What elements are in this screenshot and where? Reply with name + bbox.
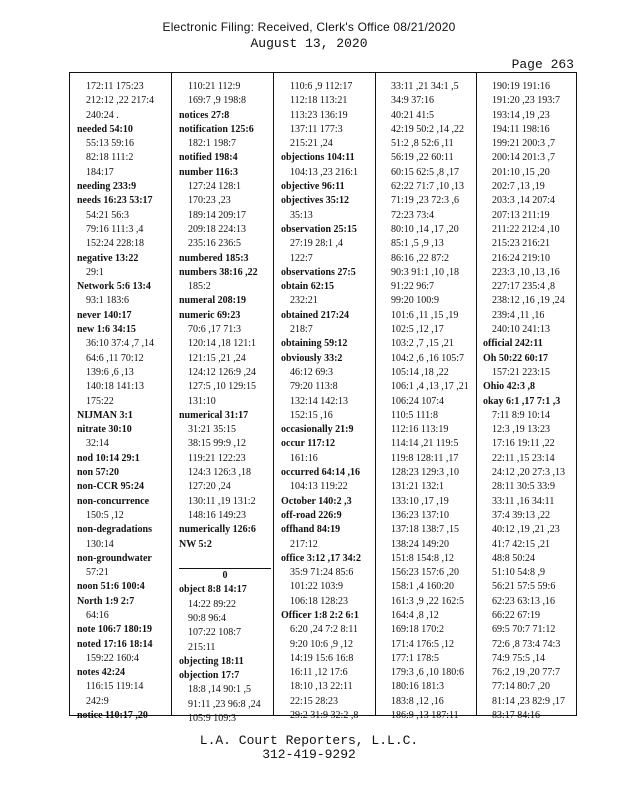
index-reference: 32:14 [86, 438, 109, 450]
index-reference: 217:12 [290, 538, 318, 550]
index-reference: 81:14 ,23 82:9 ,17 [492, 695, 566, 707]
index-reference: 9:20 10:6 ,9 ,12 [290, 638, 354, 650]
index-reference: 62:23 63:13 ,16 [492, 595, 556, 607]
index-term: numeric 69:23 [179, 309, 241, 321]
index-reference: 215:11 [188, 641, 216, 653]
index-reference: 37:4 39:13 ,22 [492, 509, 551, 521]
index-reference: 159:22 160:4 [86, 652, 140, 664]
index-term: offhand 84:19 [281, 524, 341, 536]
reporter-phone: 312-419-9292 [262, 747, 356, 762]
index-reference: 215:23 216:21 [492, 238, 551, 250]
index-reference: 48:8 50:24 [492, 552, 536, 564]
index-reference: 130:11 ,19 131:2 [188, 495, 256, 507]
index-reference: 36:10 37:4 ,7 ,14 [86, 338, 155, 350]
index-reference [179, 552, 271, 566]
index-reference: 72:6 ,8 73:4 74:3 [492, 638, 561, 650]
index-reference: 35:9 71:24 85:6 [290, 567, 354, 579]
index-reference: 56:21 57:5 59:6 [492, 581, 556, 593]
index-reference: 12:3 ,19 13:23 [492, 424, 551, 436]
index-reference: 179:3 ,6 ,10 180:6 [391, 667, 465, 679]
index-column-3 [281, 80, 373, 723]
index-reference: 101:6 ,11 ,15 ,19 [391, 309, 459, 321]
index-reference: 14:19 15:6 16:8 [290, 652, 354, 664]
index-term: Ohio 42:3 ,8 [483, 381, 535, 393]
index-reference: 64:6 ,11 70:12 [86, 352, 144, 364]
index-reference: 102:5 ,12 ,17 [391, 324, 444, 336]
index-reference: 216:24 219:10 [492, 252, 551, 264]
index-reference: 124:3 126:3 ,18 [188, 467, 252, 479]
index-reference: 70:6 ,17 71:3 [188, 324, 242, 336]
index-reference: 152:15 ,16 [290, 409, 333, 421]
index-column-4 [382, 80, 474, 723]
index-term: note 106:7 180:19 [77, 624, 152, 636]
index-term: observation 25:15 [281, 223, 357, 235]
index-reference: 201:10 ,15 ,20 [492, 166, 550, 178]
index-reference: 119:21 122:23 [188, 452, 246, 464]
index-reference: 29:1 [86, 266, 104, 278]
index-reference: 180:16 181:3 [391, 681, 445, 693]
index-reference: 140:18 141:13 [86, 381, 145, 393]
index-reference: 136:23 137:10 [391, 509, 450, 521]
index-term: never 140:17 [77, 309, 132, 321]
index-reference: 121:15 ,21 ,24 [188, 352, 246, 364]
index-term: non-concurrence [77, 495, 150, 507]
index-term: needs 16:23 53:17 [77, 195, 153, 207]
index-reference: 114:14 ,21 119:5 [391, 438, 459, 450]
index-reference: 189:14 209:17 [188, 209, 247, 221]
reporter-company: L.A. Court Reporters, L.L.C. [199, 733, 419, 748]
index-reference: 157:21 223:15 [492, 366, 551, 378]
index-reference: 33:11 ,16 34:11 [492, 495, 555, 507]
index-reference: 150:5 ,12 [86, 509, 124, 521]
index-reference: 131:21 132:1 [391, 481, 445, 493]
index-reference: 105:9 109:3 [188, 713, 237, 725]
index-column-1 [77, 80, 169, 723]
index-reference: 200:14 201:3 ,7 [492, 152, 556, 164]
index-reference: 40:12 ,19 ,21 ,23 [492, 524, 560, 536]
index-reference: 169:18 170:2 [391, 624, 445, 636]
index-term: official 242:11 [483, 338, 543, 350]
index-reference: 139:6 ,6 ,13 [86, 366, 134, 378]
column-divider [476, 73, 477, 715]
index-reference: 106:24 107:4 [391, 395, 445, 407]
index-reference: 209:18 224:13 [188, 223, 247, 235]
index-term: October 140:2 ,3 [281, 495, 352, 507]
index-term: objective 96:11 [281, 181, 345, 193]
index-term: off-road 226:9 [281, 509, 342, 521]
index-reference: 112:16 113:19 [391, 424, 449, 436]
column-divider [171, 73, 172, 715]
column-divider [273, 73, 274, 715]
index-reference: 242:9 [86, 695, 109, 707]
index-term: objection 17:7 [179, 670, 240, 682]
filing-stamp: Electronic Filing: Received, Clerk's Office 08/21/2020 [162, 20, 456, 34]
index-reference: 93:1 183:6 [86, 295, 130, 307]
index-reference: 240:10 241:13 [492, 324, 551, 336]
index-term: negative 13:22 [77, 252, 139, 264]
index-reference: 91:22 96:7 [391, 281, 435, 293]
index-reference: 82:18 111:2 [86, 152, 134, 164]
index-term: non-degradations [77, 524, 153, 536]
index-reference: 110:6 ,9 112:17 [290, 81, 353, 92]
index-reference: 227:17 235:4 ,8 [492, 281, 556, 293]
index-reference: 172:11 175:23 [86, 81, 144, 92]
index-reference: 40:21 41:5 [391, 109, 435, 121]
index-reference: 235:16 236:5 [188, 238, 242, 250]
index-reference: 51:10 54:8 ,9 [492, 567, 546, 579]
index-term: objectives 35:12 [281, 195, 350, 207]
index-reference: 127:5 ,10 129:15 [188, 381, 257, 393]
index-reference: 161:3 ,9 ,22 162:5 [391, 595, 465, 607]
index-reference: 190:19 191:16 [492, 81, 551, 92]
index-reference: 56:19 ,22 60:11 [391, 152, 454, 164]
index-reference: 137:18 138:7 ,15 [391, 524, 460, 536]
index-reference: 239:4 ,11 ,16 [492, 309, 545, 321]
letter-heading: 0 [179, 568, 271, 583]
index-reference: 79:20 113:8 [290, 381, 338, 393]
index-reference: 38:15 99:9 ,12 [188, 438, 247, 450]
index-term: Oh 50:22 60:17 [483, 352, 548, 364]
index-reference: 175:22 [86, 395, 114, 407]
index-reference: 158:1 ,4 160:20 [391, 581, 455, 593]
index-reference: 27:19 28:1 ,4 [290, 238, 344, 250]
index-reference: 186:9 ,13 187:11 [391, 710, 459, 722]
index-term: North 1:9 2:7 [77, 595, 135, 607]
index-reference: 182:1 198:7 [188, 138, 237, 150]
index-reference: 106:1 ,4 ,13 ,17 ,21 [391, 381, 469, 393]
index-reference: 116:15 119:14 [86, 681, 144, 693]
index-reference: 207:13 211:19 [492, 209, 550, 221]
index-reference: 41:7 42:15 ,21 [492, 538, 551, 550]
index-reference: 17:16 19:11 ,22 [492, 438, 555, 450]
index-term: observations 27:5 [281, 266, 356, 278]
index-term: needing 233:9 [77, 181, 137, 193]
index-reference: 238:12 ,16 ,19 ,24 [492, 295, 565, 307]
index-term: numeral 208:19 [179, 295, 246, 307]
index-column-5 [483, 80, 575, 723]
index-reference: 110:5 111:8 [391, 409, 438, 421]
index-reference: 122:7 [290, 252, 313, 264]
index-reference: 194:11 198:16 [492, 123, 550, 135]
index-term: notice 110:17 ,20 [77, 710, 148, 722]
index-reference: 34:9 37:16 [391, 95, 435, 107]
index-reference: 169:7 ,9 198:8 [188, 95, 247, 107]
index-term: new 1:6 34:15 [77, 324, 136, 336]
index-reference: 199:21 200:3 ,7 [492, 138, 556, 150]
index-term: objecting 18:11 [179, 655, 244, 667]
index-reference: 74:9 75:5 ,14 [492, 652, 546, 664]
column-divider [375, 73, 376, 715]
index-term: office 3:12 ,17 34:2 [281, 552, 361, 564]
index-term: noted 17:16 18:14 [77, 638, 153, 650]
index-reference: 66:22 67:19 [492, 609, 541, 621]
page-number: Page 263 [511, 57, 574, 72]
index-term: numerical 31:17 [179, 409, 249, 421]
index-term: notification 125:6 [179, 123, 254, 135]
index-reference: 76:2 ,19 ,20 77:7 [492, 667, 561, 679]
index-reference: 79:16 111:3 ,4 [86, 223, 144, 235]
index-term: objections 104:11 [281, 152, 355, 164]
index-reference: 202:7 ,13 ,19 [492, 181, 545, 193]
index-term: needed 54:10 [77, 123, 133, 135]
index-reference: 191:20 ,23 193:7 [492, 95, 561, 107]
index-reference: 60:15 62:5 ,8 ,17 [391, 166, 460, 178]
index-reference: 131:10 [188, 395, 216, 407]
index-reference: 212:12 ,22 217:4 [86, 95, 155, 107]
index-reference: 132:14 142:13 [290, 395, 349, 407]
index-term: okay 6:1 ,17 7:1 ,3 [483, 395, 561, 407]
index-reference: 35:13 [290, 209, 313, 221]
index-reference: 130:14 [86, 538, 114, 550]
index-reference: 18:10 ,13 22:11 [290, 681, 353, 693]
index-reference: 107:22 108:7 [188, 627, 242, 639]
index-reference: 46:12 69:3 [290, 366, 334, 378]
index-reference: 127:20 ,24 [188, 481, 231, 493]
index-reference: 54:21 56:3 [86, 209, 130, 221]
index-reference: 22:11 ,15 23:14 [492, 452, 555, 464]
index-reference: 127:24 128:1 [188, 181, 242, 193]
index-term: notices 27:8 [179, 109, 230, 121]
index-reference: 185:2 [188, 281, 211, 293]
index-reference: 90:3 91:1 ,10 ,18 [391, 266, 460, 278]
index-reference: 86:16 ,22 87:2 [391, 252, 450, 264]
index-reference: 104:13 119:22 [290, 481, 348, 493]
index-reference: 211:22 212:4 ,10 [492, 223, 560, 235]
index-term: notes 42:24 [77, 667, 126, 679]
index-term: notified 198:4 [179, 152, 238, 164]
index-term: NIJMAN 3:1 [77, 409, 133, 421]
index-term: numbered 185:3 [179, 252, 249, 264]
index-term: noon 51:6 100:4 [77, 581, 145, 593]
index-reference: 69:5 70:7 71:12 [492, 624, 556, 636]
index-reference: 137:11 177:3 [290, 123, 343, 135]
index-reference: 62:22 71:7 ,10 ,13 [391, 181, 465, 193]
index-reference: 33:11 ,21 34:1 ,5 [391, 81, 459, 92]
index-reference: 124:12 126:9 ,24 [188, 366, 257, 378]
index-reference: 215:21 ,24 [290, 138, 333, 150]
index-term: non 57:20 [77, 467, 119, 479]
index-reference: 120:14 ,18 121:1 [188, 338, 257, 350]
index-reference: 113:23 136:19 [290, 109, 348, 121]
index-reference: 85:1 ,5 ,9 ,13 [391, 238, 444, 250]
index-reference: 161:16 [290, 452, 318, 464]
index-reference: 183:8 ,12 ,16 [391, 695, 444, 707]
index-term: numerically 126:6 [179, 524, 256, 536]
index-column-2 [179, 80, 271, 726]
index-reference: 31:21 35:15 [188, 424, 237, 436]
index-reference: 99:20 100:9 [391, 295, 440, 307]
index-reference: 112:18 113:21 [290, 95, 348, 107]
index-reference: 148:16 149:23 [188, 509, 247, 521]
index-reference: 51:2 ,8 52:6 ,11 [391, 138, 454, 150]
index-reference: 106:18 128:23 [290, 595, 349, 607]
index-reference: 55:13 59:16 [86, 138, 135, 150]
index-term: occur 117:12 [281, 438, 335, 450]
index-reference: 164:4 ,8 ,12 [391, 609, 439, 621]
index-reference: 7:11 8:9 10:14 [492, 409, 550, 421]
index-reference: 151:8 154:8 ,12 [391, 552, 455, 564]
index-reference: 133:10 ,17 ,19 [391, 495, 449, 507]
index-reference: 57:21 [86, 567, 109, 579]
transcript-date: August 13, 2020 [250, 36, 368, 51]
index-reference: 138:24 149:20 [391, 538, 450, 550]
index-reference: 184:17 [86, 166, 114, 178]
index-reference: 156:23 157:6 ,20 [391, 567, 460, 579]
index-reference: 101:22 103:9 [290, 581, 344, 593]
index-reference: 18:8 ,14 90:1 ,5 [188, 684, 252, 696]
index-reference: 171:4 176:5 ,12 [391, 638, 455, 650]
index-reference: 14:22 89:22 [188, 598, 237, 610]
index-reference: 83:17 84:16 [492, 710, 541, 722]
index-term: Officer 1:8 2:2 6:1 [281, 609, 359, 621]
index-term: object 8:8 14:17 [179, 584, 247, 596]
index-reference: 90:8 96:4 [188, 612, 227, 624]
index-reference: 64:16 [86, 609, 109, 621]
index-reference: 29:2 31:9 32:2 ,8 [290, 710, 359, 722]
index-reference: 91:11 ,23 96:8 ,24 [188, 698, 261, 710]
index-term: obtaining 59:12 [281, 338, 348, 350]
index-term: non-CCR 95:24 [77, 481, 144, 493]
index-reference: 104:13 ,23 216:1 [290, 166, 359, 178]
index-reference: 152:24 228:18 [86, 238, 145, 250]
index-term: obviously 33:2 [281, 352, 343, 364]
index-reference: 72:23 73:4 [391, 209, 435, 221]
index-reference: 105:14 ,18 ,22 [391, 366, 449, 378]
index-reference: 77:14 80:7 ,20 [492, 681, 551, 693]
index-reference: 232:21 [290, 295, 318, 307]
index-reference: 103:2 ,7 ,15 ,21 [391, 338, 454, 350]
index-reference: 80:10 ,14 ,17 ,20 [391, 223, 459, 235]
index-term: NW 5:2 [179, 538, 212, 550]
index-reference: 193:14 ,19 ,23 [492, 109, 550, 121]
index-reference: 6:20 ,24 7:2 8:11 [290, 624, 358, 636]
index-reference: 177:1 178:5 [391, 652, 440, 664]
index-reference: 24:12 ,20 27:3 ,13 [492, 467, 566, 479]
index-term: obtain 62:15 [281, 281, 335, 293]
index-reference: 170:23 ,23 [188, 195, 231, 207]
index-term: number 116:3 [179, 166, 238, 178]
index-term: numbers 38:16 ,22 [179, 266, 258, 278]
index-reference: 42:19 50:2 ,14 ,22 [391, 123, 465, 135]
index-reference: 110:21 112:9 [188, 81, 241, 92]
index-term: nitrate 30:10 [77, 424, 132, 436]
index-reference: 203:3 ,14 207:4 [492, 195, 556, 207]
index-reference: 240:24 . [86, 109, 119, 121]
index-reference: 71:19 ,23 72:3 ,6 [391, 195, 460, 207]
index-reference: 223:3 ,10 ,13 ,16 [492, 266, 560, 278]
index-reference: 16:11 ,12 17:6 [290, 667, 348, 679]
index-term: occasionally 21:9 [281, 424, 354, 436]
index-reference: 218:7 [290, 324, 313, 336]
index-reference: 119:8 128:11 ,17 [391, 452, 459, 464]
index-reference: 104:2 ,6 ,16 105:7 [391, 352, 465, 364]
index-term: Network 5:6 13:4 [77, 281, 151, 293]
index-reference: 22:15 28:23 [290, 695, 339, 707]
index-term: nod 10:14 29:1 [77, 452, 140, 464]
index-term: occurred 64:14 ,16 [281, 467, 360, 479]
index-term: non-groundwater [77, 552, 152, 564]
index-term: obtained 217:24 [281, 309, 350, 321]
index-reference: 28:11 30:5 33:9 [492, 481, 555, 493]
index-reference: 128:23 129:3 ,10 [391, 467, 460, 479]
